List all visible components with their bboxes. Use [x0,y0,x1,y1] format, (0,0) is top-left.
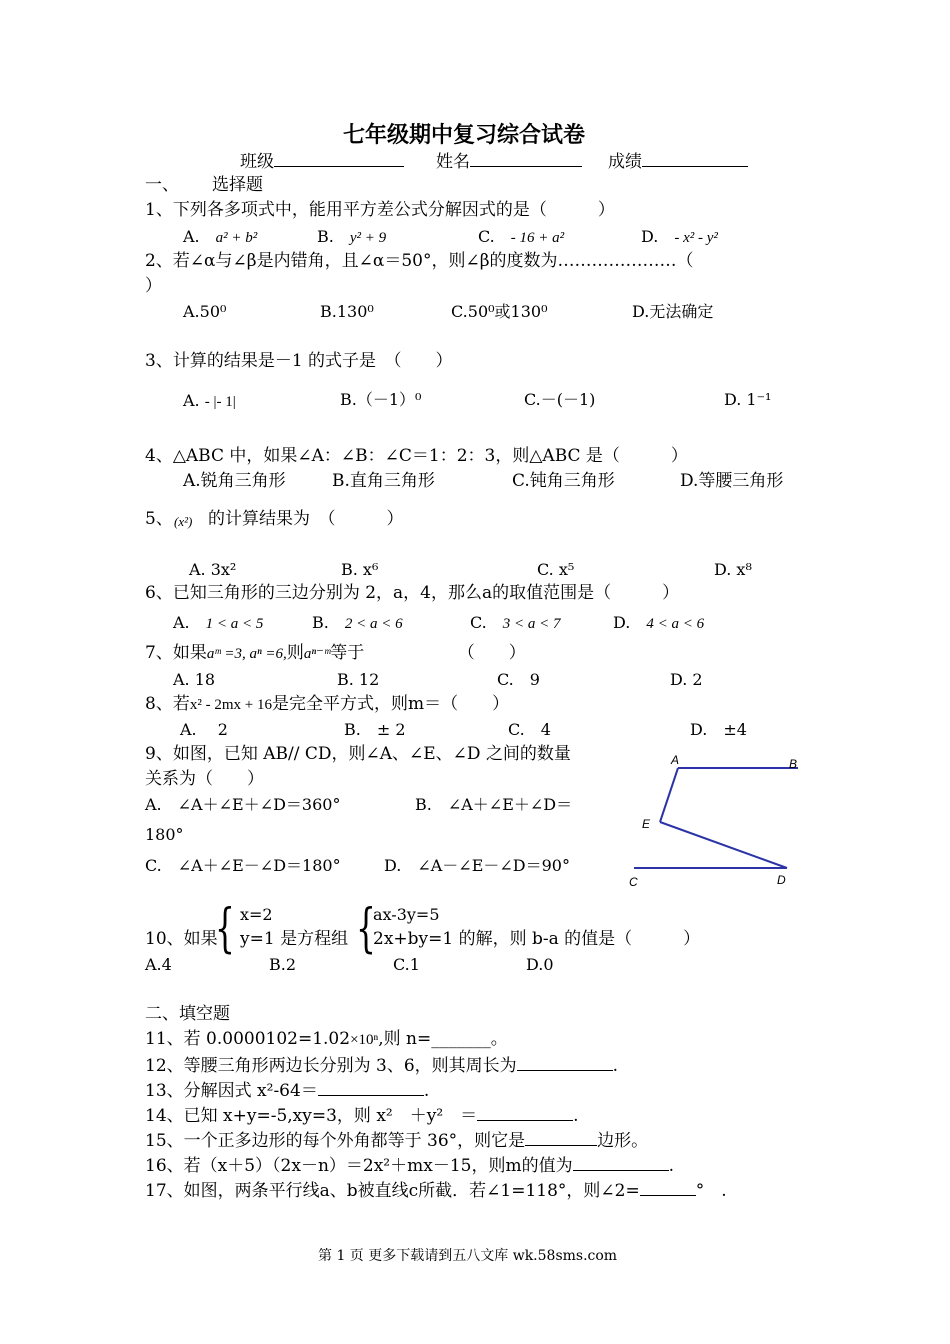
q9-option-a: A. ∠A＋∠E＋∠D＝360° [145,795,341,814]
q10-option-b: B.2 [269,955,297,974]
q10-pre: 10、如果 [145,929,218,949]
q5-option-b: B. x⁶ [341,560,379,579]
section2-title: 二、填空题 [145,1004,230,1024]
q10-sys2-line2: 2x+by=1 的解，则 b-a 的值是（ ） [373,929,701,949]
q15-blank[interactable] [525,1131,597,1146]
q1-option-c: C. - 16 + a² [478,227,565,246]
q7-option-c: C. 9 [497,670,540,689]
q2-stem-end: ） [145,276,162,296]
q10-brace-2: { [356,899,376,959]
q1-stem: 1、下列各多项式中，能用平方差公式分解因式的是（ ） [145,200,615,220]
q1-b-expr: y² + 9 [349,230,387,246]
q17-blank[interactable] [640,1181,696,1196]
q13: 13、分解因式 x²-64＝ . [145,1081,430,1101]
q1-option-d: D. - x² - y² [641,227,718,246]
q13-blank[interactable] [318,1081,424,1096]
q9-option-c: C. ∠A＋∠E－∠D＝180° [145,856,341,875]
q14: 14、已知 x+y=-5,xy=3，则 x² ＋y² ＝ . [145,1106,579,1126]
q5-stem: 的计算结果为 （ ） [208,509,404,529]
q5-option-c: C. x⁵ [537,560,575,579]
q10-brace-1: { [215,899,235,959]
q6-d-expr: 4 < a < 6 [646,616,705,632]
q16: 16、若（x＋5）（2x－n）＝2x²＋mx－15，则m的值为 . [145,1156,674,1176]
q9-option-b: B. ∠A＋∠E＋∠D＝ [415,795,573,814]
q3-option-a: A. - |- 1| [183,391,236,410]
name-label: 姓名 [436,152,470,172]
label-d: D [777,873,786,887]
q10-sys2-line1: ax-3y=5 [373,905,440,924]
q12: 12、等腰三角形两边长分别为 3、6，则其周长为 . [145,1056,619,1076]
q6-option-b: B. 2 < a < 6 [312,613,403,632]
q7-option-b: B. 12 [337,670,380,689]
q8-option-b: B. ± 2 [344,720,406,739]
name-blank[interactable] [470,152,582,167]
q15: 15、一个正多边形的每个外角都等于 36°，则它是 边形。 [145,1131,649,1151]
q8-option-d: D. ±4 [690,720,747,739]
name-field [436,152,582,171]
q7-option-d: D. 2 [670,670,703,689]
q7-option-a: A. 18 [173,670,216,689]
q10-sys1-line2: y=1 是方程组 [240,929,349,949]
q3-a-expr: - |- 1| [204,394,236,410]
q7-stem: 7、如果aᵐ =3, aⁿ =6,则aⁿ⁻ᵐ等于 （ ） [145,643,526,663]
label-e: E [642,817,651,831]
q9-figure [620,748,820,893]
q9-option-d: D. ∠A－∠E－∠D＝90° [384,856,570,875]
score-blank[interactable] [642,152,748,167]
q11-expr: ×10ⁿ [350,1032,379,1048]
q6-stem: 6、已知三角形的三边分别为 2，a，4，那么a的取值范围是（ ） [145,583,680,603]
q1-a-expr: a² + b² [215,230,258,246]
q4-option-b: B.直角三角形 [332,471,435,491]
line-ed [660,822,787,868]
q8-option-c: C. 4 [508,720,551,739]
q1-d-expr: - x² - y² [674,230,718,246]
q10-option-c: C.1 [393,955,420,974]
q1-c-expr: - 16 + a² [510,230,565,246]
q17: 17、如图，两条平行线a、b被直线c所截．若∠1=118°，则∠2= ° . [145,1181,727,1201]
q4-option-c: C.钝角三角形 [512,471,615,491]
page-footer: 第 1 页 更多下载请到五八文库 wk.58sms.com [318,1248,618,1264]
class-blank[interactable] [274,152,404,167]
q11: 11、若 0.0000102=1.02×10ⁿ,则 n=_______。 [145,1029,508,1049]
section1-num: 一、 [145,175,179,195]
score-field [608,152,748,171]
q9-stem-line2: 关系为（ ） [145,769,264,789]
q6-a-expr: 1 < a < 5 [205,616,264,632]
q12-blank[interactable] [517,1056,613,1071]
q2-stem: 2、若∠α与∠β是内错角，且∠α＝50°，则∠β的度数为…………………（ [145,251,694,271]
q10-option-d: D.0 [526,955,554,974]
q1-option-b: B. y² + 9 [317,227,387,246]
q3-option-d: D. 1⁻¹ [724,390,772,409]
label-a: A [671,753,680,767]
section1-title: 选择题 [212,175,263,195]
q10-option-a: A.4 [145,955,172,974]
q6-c-expr: 3 < a < 7 [502,616,561,632]
q6-b-expr: 2 < a < 6 [344,616,403,632]
q5-option-d: D. x⁸ [714,560,752,579]
q1-option-a: A. a² + b² [183,227,258,246]
q9-option-b-cont: 180° [145,825,184,844]
q6-option-c: C. 3 < a < 7 [470,613,561,632]
q2-option-d: D.无法确定 [632,302,714,321]
q5-expr: (x²) [174,514,193,529]
label-b: B [789,757,798,771]
q6-option-a: A. 1 < a < 5 [173,613,264,632]
q14-blank[interactable] [477,1106,573,1121]
q5-option-a: A. 3x² [189,560,237,579]
q4-option-d: D.等腰三角形 [680,471,784,491]
q3-stem: 3、计算的结果是－1 的式子是 （ ） [145,351,453,371]
q2-option-c: C.50⁰或130⁰ [451,302,548,321]
line-ae [660,768,678,822]
class-field [240,152,404,171]
q7-expr2: aⁿ⁻ᵐ [303,646,331,662]
q10-sys1-line1: x=2 [240,905,273,924]
q8-expr: x² - 2mx + 16 [189,697,272,713]
q3-option-b: B.（－1）⁰ [340,390,422,409]
q8-stem: 8、若x² - 2mx + 16是完全平方式，则m＝（ ） [145,694,510,714]
q2-option-a: A.50⁰ [183,302,227,321]
q5-num: 5、 [145,509,173,529]
q7-expr1: aᵐ =3, aⁿ =6, [206,646,287,662]
q8-option-a: A. 2 [180,720,228,739]
label-c: C [629,875,638,889]
score-label: 成绩 [608,152,642,172]
q6-option-d: D. 4 < a < 6 [613,613,705,632]
q16-blank[interactable] [573,1156,669,1171]
q4-stem: 4、△ABC 中，如果∠A：∠B：∠C＝1：2：3，则△ABC 是（ ） [145,446,688,466]
class-label: 班级 [240,152,274,172]
q4-option-a: A.锐角三角形 [183,471,286,491]
page-title: 七年级期中复习综合试卷 [343,122,586,148]
q2-option-b: B.130⁰ [320,302,374,321]
q9-stem-line1: 9、如图，已知 AB// CD，则∠A、∠E、∠D 之间的数量 [145,744,571,764]
q3-option-c: C.－(－1) [524,390,596,409]
